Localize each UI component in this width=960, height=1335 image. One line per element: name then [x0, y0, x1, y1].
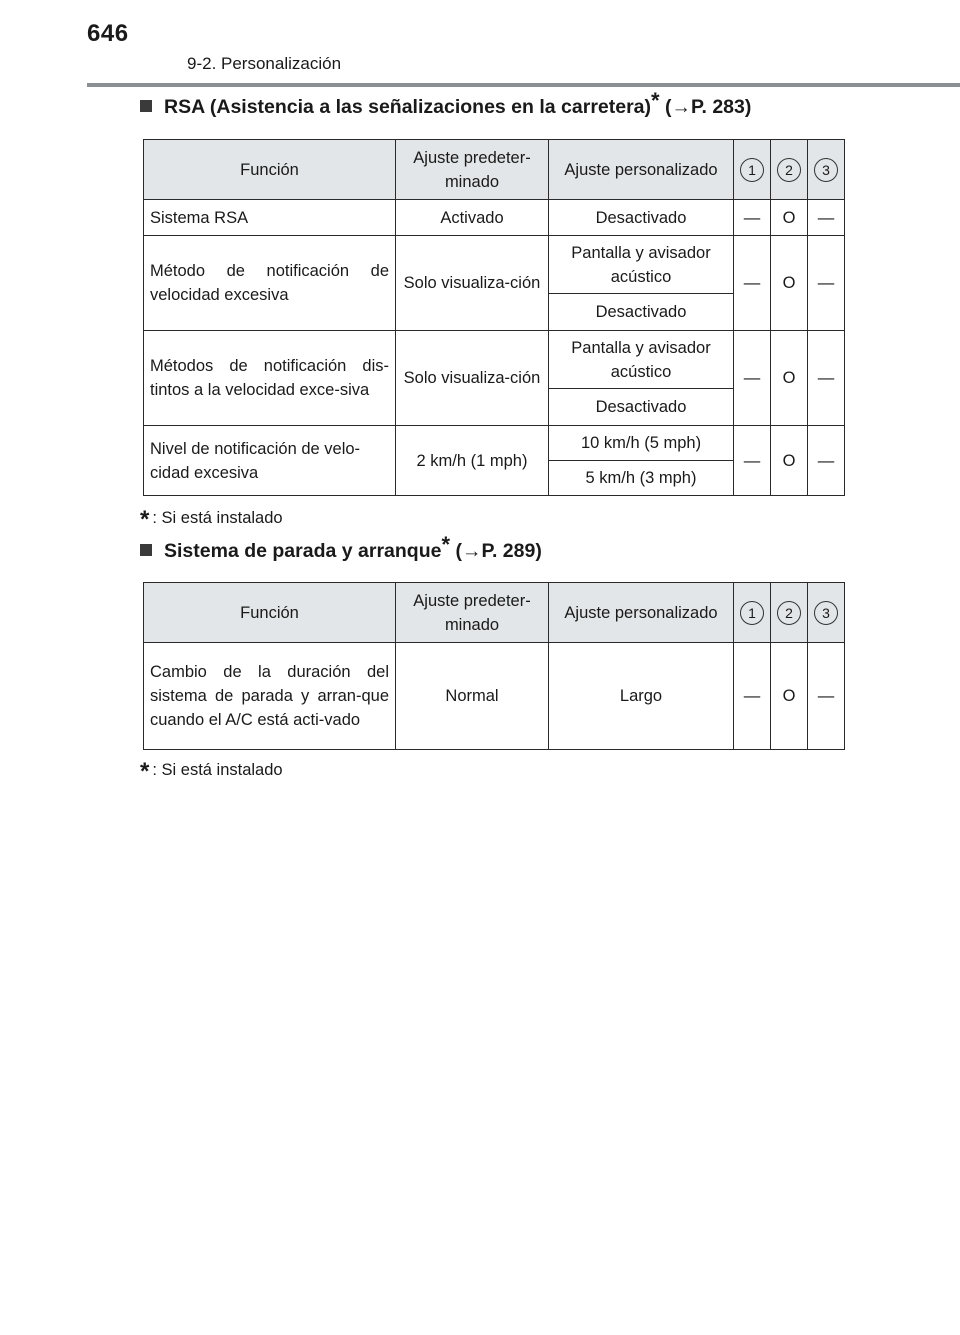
column-header-1	[734, 583, 771, 643]
function-cell: Método de notificación de velocidad excesiva	[144, 236, 396, 331]
column-header-custom: Ajuste personalizado	[549, 140, 734, 200]
table-row	[144, 426, 845, 461]
column-header-default: Ajuste predeter-minado	[396, 583, 549, 643]
mark-cell-3: —	[808, 236, 845, 331]
function-cell: Sistema RSA	[144, 200, 396, 236]
header-rule	[87, 83, 960, 87]
footnote-text: : Si está instalado	[152, 761, 283, 779]
function-cell: Métodos de notificación dis-tintos a la velocidad exce-siva	[144, 331, 396, 426]
page-number: 646	[87, 20, 129, 47]
table-header-row	[144, 583, 845, 643]
circled-number-1-icon: 1	[740, 601, 764, 625]
column-header-custom: Ajuste personalizado	[549, 583, 734, 643]
square-bullet-icon	[140, 100, 152, 112]
mark-cell-2: O	[771, 643, 808, 750]
default-cell: Normal	[396, 643, 549, 750]
table-row	[144, 236, 845, 294]
custom-cell: Largo	[549, 643, 734, 750]
stop-start-table	[143, 582, 845, 750]
section-title: 9-2. Personalización	[187, 54, 342, 73]
table-header-row	[144, 140, 845, 200]
column-header-2	[771, 140, 808, 200]
custom-cell: Pantalla y avisador acústico	[549, 331, 734, 389]
column-header-function: Función	[144, 140, 396, 200]
custom-cell: Desactivado	[549, 389, 734, 426]
stop-start-heading	[140, 532, 542, 563]
rsa-table	[143, 139, 845, 496]
function-cell: Nivel de notificación de velo-cidad excesiva	[144, 426, 396, 496]
custom-cell: Pantalla y avisador acústico	[549, 236, 734, 294]
rsa-heading-ref-open: (	[665, 96, 672, 118]
mark-cell-1: —	[734, 200, 771, 236]
custom-cell: 10 km/h (5 mph)	[549, 426, 734, 461]
square-bullet-icon	[140, 544, 152, 556]
default-cell: Solo visualiza-ción	[396, 236, 549, 331]
custom-cell: Desactivado	[549, 294, 734, 331]
stop-start-heading-ref-open: (	[455, 540, 462, 562]
default-cell: Activado	[396, 200, 549, 236]
default-cell: 2 km/h (1 mph)	[396, 426, 549, 496]
column-header-3	[808, 583, 845, 643]
mark-cell-1: —	[734, 643, 771, 750]
mark-cell-1: —	[734, 236, 771, 331]
stop-start-heading-text: Sistema de parada y arranque	[164, 540, 442, 562]
column-header-function: Función	[144, 583, 396, 643]
mark-cell-2: O	[771, 331, 808, 426]
footnote-star: *	[140, 506, 150, 533]
column-header-3	[808, 140, 845, 200]
custom-cell: 5 km/h (3 mph)	[549, 461, 734, 496]
custom-cell: Desactivado	[549, 200, 734, 236]
mark-cell-2: O	[771, 426, 808, 496]
table-row	[144, 643, 845, 750]
circled-number-2-icon: 2	[777, 601, 801, 625]
table-row	[144, 200, 845, 236]
stop-start-heading-star: *	[441, 532, 451, 557]
column-header-default: Ajuste predeter-minado	[396, 140, 549, 200]
stop-start-heading-ref: P. 289)	[481, 540, 542, 562]
rsa-heading-text: RSA (Asistencia a las señalizaciones en la carretera)	[164, 96, 652, 118]
table-row	[144, 331, 845, 389]
circled-number-3-icon: 3	[814, 158, 838, 182]
rsa-heading-ref: P. 283)	[691, 96, 752, 118]
default-cell: Solo visualiza-ción	[396, 331, 549, 426]
mark-cell-1: —	[734, 426, 771, 496]
rsa-heading	[140, 88, 752, 119]
footnote-star: *	[140, 758, 150, 785]
function-cell: Cambio de la duración del sistema de parada y arran-que cuando el A/C está acti-vado	[144, 643, 396, 750]
mark-cell-1: —	[734, 331, 771, 426]
arrow-right-icon: →	[671, 96, 691, 118]
column-header-1	[734, 140, 771, 200]
mark-cell-3: —	[808, 426, 845, 496]
circled-number-1-icon: 1	[740, 158, 764, 182]
mark-cell-2: O	[771, 236, 808, 331]
mark-cell-3: —	[808, 643, 845, 750]
rsa-heading-star: *	[651, 88, 660, 113]
arrow-right-icon: →	[461, 540, 482, 562]
mark-cell-3: —	[808, 200, 845, 236]
footnote-text: : Si está instalado	[152, 509, 283, 527]
stop-start-footnote	[140, 758, 283, 786]
circled-number-2-icon: 2	[777, 158, 801, 182]
rsa-footnote	[140, 506, 283, 534]
mark-cell-2: O	[771, 200, 808, 236]
mark-cell-3: —	[808, 331, 845, 426]
circled-number-3-icon: 3	[814, 601, 838, 625]
column-header-2	[771, 583, 808, 643]
